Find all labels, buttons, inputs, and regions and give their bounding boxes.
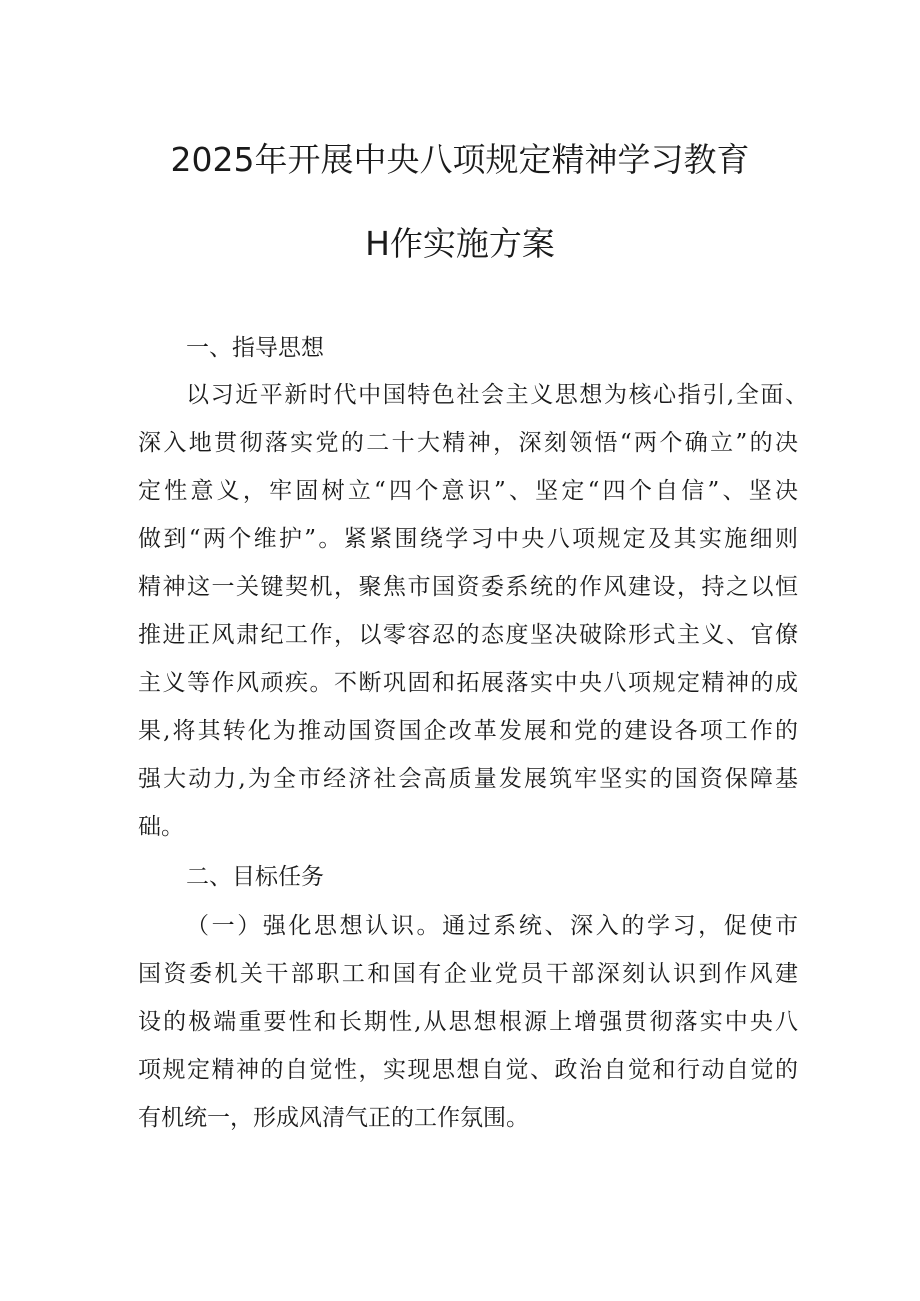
- paragraph-line: 主义等作风顽疾。不断巩固和拓展落实中央八项规定精神的成: [138, 670, 798, 696]
- paragraph-line: 项规定精神的自觉性，实现思想自觉、政治自觉和行动自觉的: [138, 1057, 798, 1083]
- section-heading-guiding-thought: 一、指导思想: [186, 335, 324, 361]
- paragraph-line: 强大动力,为全市经济社会高质量发展筑牢坚实的国资保障基: [138, 766, 798, 792]
- section-heading-objectives: 二、目标任务: [186, 864, 324, 890]
- paragraph-line: 设的极端重要性和长期性,从思想根源上增强贯彻落实中央八: [138, 1009, 798, 1035]
- paragraph-line: 有机统一，形成风清气正的工作氛围。: [138, 1105, 529, 1131]
- paragraph-line: 国资委机关干部职工和国有企业党员干部深刻认识到作风建: [138, 961, 798, 987]
- paragraph-line: （一）强化思想认识。通过系统、深入的学习，促使市: [186, 913, 798, 939]
- paragraph-line: 果,将其转化为推动国资国企改革发展和党的建设各项工作的: [138, 718, 798, 744]
- paragraph-line: 推进正风肃纪工作，以零容忍的态度坚决破除形式主义、官僚: [138, 622, 798, 648]
- paragraph-line: 础。: [138, 814, 184, 840]
- paragraph-line: 精神这一关键契机，聚焦市国资委系统的作风建设，持之以恒: [138, 574, 798, 600]
- paragraph-line: 以习近平新时代中国特色社会主义思想为核心指引,全面、: [186, 382, 808, 408]
- paragraph-line: 做到“两个维护”。紧紧围绕学习中央八项规定及其实施细则: [138, 526, 798, 552]
- document-title-line-2: H作实施方案: [365, 224, 555, 263]
- paragraph-line: 深入地贯彻落实党的二十大精神，深刻领悟“两个确立”的决: [138, 430, 798, 456]
- document-title-line-1: 2025年开展中央八项规定精神学习教育: [170, 140, 750, 179]
- paragraph-line: 定性意义，牢固树立“四个意识”、坚定“四个自信”、坚决: [138, 478, 798, 504]
